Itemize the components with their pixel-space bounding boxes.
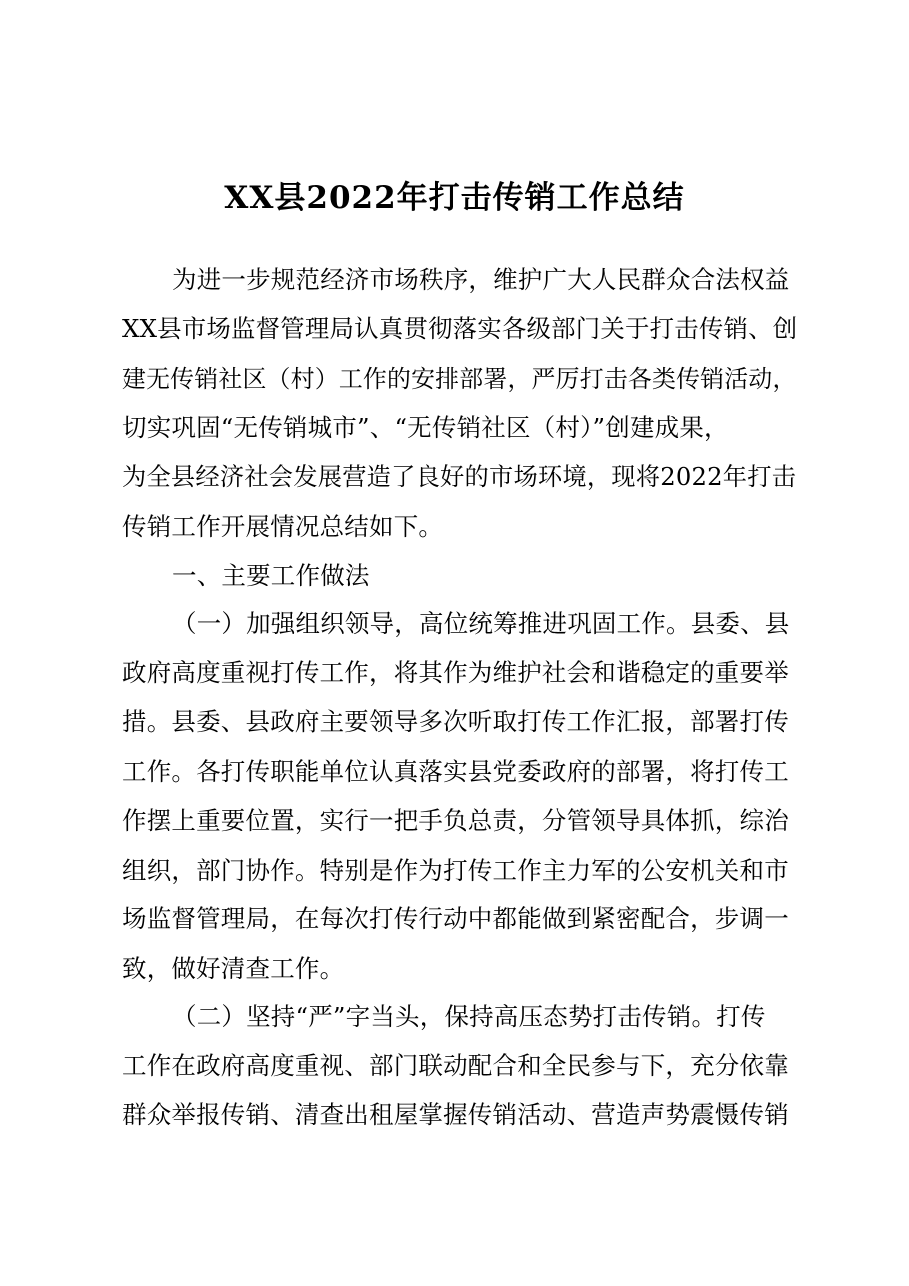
body-line: 一、主要工作做法 <box>172 561 370 590</box>
body-line: XX县市场监督管理局认真贯彻落实各级部门关于打击传销、创 <box>122 314 798 343</box>
body-line: 工作。各打传职能单位认真落实县党委政府的部署，将打传工 <box>122 757 789 786</box>
body-line: 为进一步规范经济市场秩序，维护广大人民群众合法权益 <box>172 265 790 294</box>
body-line: 切实巩固“无传销城市”、“无传销社区（村）”创建成果， <box>122 413 729 442</box>
body-line: （一）加强组织领导，高位统筹推进巩固工作。县委、县 <box>172 609 790 638</box>
body-line: 工作在政府高度重视、部门联动配合和全民参与下，充分依靠 <box>122 1051 789 1080</box>
body-line: 措。县委、县政府主要领导多次听取打传工作汇报，部署打传 <box>122 707 789 736</box>
body-line: 群众举报传销、清查出租屋掌握传销活动、营造声势震慑传销 <box>122 1100 789 1129</box>
document-title: XX县2022年打击传销工作总结 <box>224 180 685 216</box>
body-line: 政府高度重视打传工作，将其作为维护社会和谐稳定的重要举 <box>122 658 789 687</box>
body-line: 传销工作开展情况总结如下。 <box>122 512 444 541</box>
body-line: 作摆上重要位置，实行一把手负总责，分管领导具体抓，综治 <box>122 806 789 835</box>
body-line: 组织，部门协作。特别是作为打传工作主力军的公安机关和市 <box>122 856 789 885</box>
body-line: 场监督管理局，在每次打传行动中都能做到紧密配合，步调一 <box>122 904 789 933</box>
body-line: 建无传销社区（村）工作的安排部署，严厉打击各类传销活动， <box>122 365 797 393</box>
body-line: 致，做好清查工作。 <box>122 954 345 983</box>
body-line: 为全县经济社会发展营造了良好的市场环境，现将2022年打击 <box>122 462 797 491</box>
body-line: （二）坚持“严”字当头，保持高压态势打击传销。打传 <box>172 1002 766 1031</box>
